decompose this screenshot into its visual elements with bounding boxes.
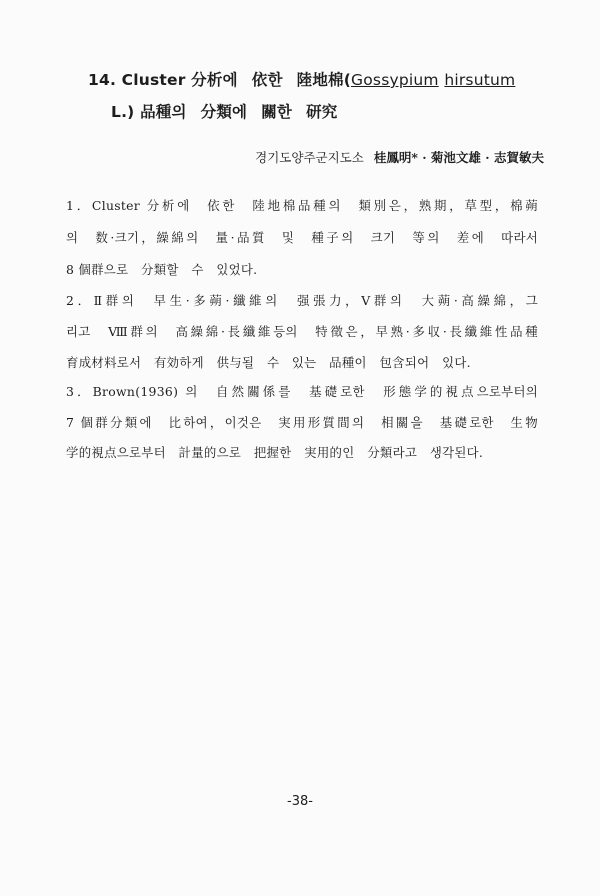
text-line: 리고 Ⅷ群의 高繰綿·長纖維등의 特徵은，早熟·多収·長纖維性品種 (66, 324, 538, 339)
paper-title-line-2: L.) 品種의 分類에 關한 研究 (111, 103, 338, 121)
page-number: -38- (287, 794, 313, 809)
text-line: 8 個群으로 分類할 수 있었다. (66, 262, 258, 277)
text-line: 2．Ⅱ群의 早生·多蒴·纖維의 强張力，Ⅴ群의 大蒴·高繰綿，그 (66, 293, 538, 308)
author-affiliation (255, 148, 544, 166)
author-names: 桂鳳明* · 菊池文雄 · 志賀敏夫 (373, 150, 544, 165)
text-line: 3．Brown(1936) 의 自然關係를 基礎로한 形態学的視点으로부터의 (66, 384, 538, 399)
organization: 경기도양주군지도소 (255, 150, 364, 165)
text-line: 7 個群分類에 比하여，이것은 実用形質間의 相關을 基礎로한 生物 (66, 415, 538, 430)
species-name: hirsutum (444, 71, 516, 89)
text-line: 育成材料로서 有効하게 供与될 수 있는 品種이 包含되어 있다. (66, 355, 471, 370)
text-line: 1．Cluster 分析에 依한 陸地棉品種의 類別은，熟期，草型，棉蒴 (66, 198, 539, 213)
title-number: 14. (88, 71, 117, 89)
paper-title-line-1: 14. Cluster 分析에 依한 陸地棉(Gossypium hirsutum (88, 71, 516, 89)
genus-name: Gossypium (351, 71, 439, 89)
text-line: 学的視点으로부터 計量的으로 把握한 実用的인 分類라고 생각된다. (66, 445, 484, 460)
text-line: 의 数·크기，繰綿의 量·品質 및 種子의 크기 等의 差에 따라서 (66, 230, 538, 245)
